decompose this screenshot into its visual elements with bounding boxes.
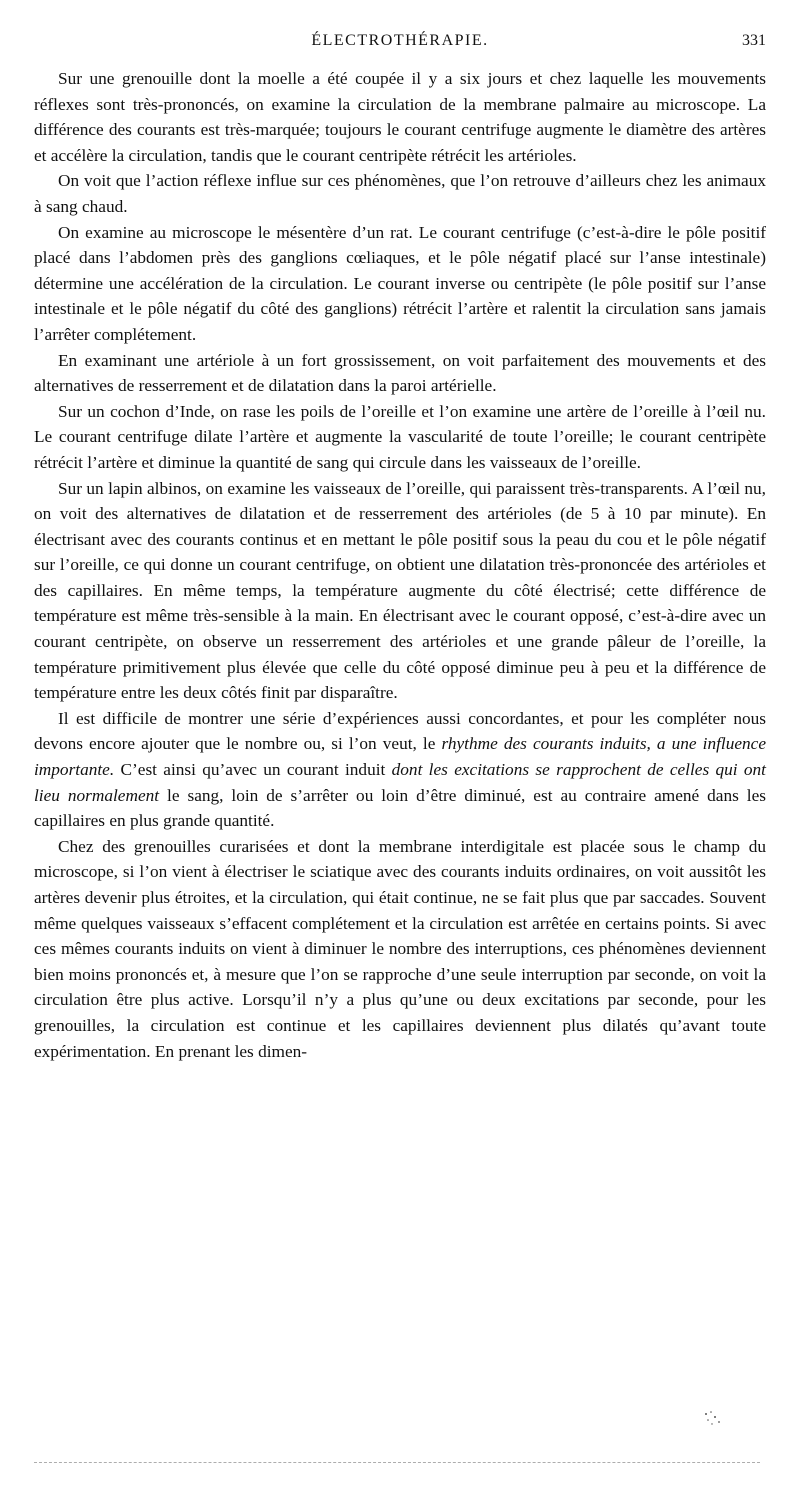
- paragraph: [34, 168, 766, 219]
- text-segment: On examine au microscope le mésentère d’un rat. Le courant centrifuge (c’est-à-dire le pôle positif placé dans l’abdomen près des ganglions cœliaques, et le pôle négatif placé sur l’anse intestinale) détermine une accélération de la circulation. Le courant inverse ou centripète (le pôle positif sur l’anse intestinale et le pôle négatif du côté des ganglions) rétrécit l’artère et ralentit la circulation sans jamais l’arrêter complétement.: [34, 222, 766, 344]
- document-page: [34, 30, 766, 1064]
- text-segment: Il est difficile de montrer une série d’expériences aussi concordantes, et pour les compléter nous devons encore ajouter que le nombre ou, si l’on veut, le: [34, 708, 766, 754]
- text-segment: En examinant une artériole à un fort grossissement, on voit parfaitement des mouvements et des alternatives de resserrement et de dilatation dans la paroi artérielle.: [34, 350, 766, 396]
- body-text: [34, 66, 766, 1064]
- running-title: ÉLECTROTHÉRAPIE.: [311, 32, 489, 49]
- text-segment: Sur un cochon d’Inde, on rase les poils de l’oreille et l’on examine une artère de l’oreille à l’œil nu. Le courant centrifuge dilate l’artère et augmente la vascularité de toute l’oreille; le courant centripète rétrécit l’artère et diminue la quantité de sang qui circule dans les vaisseaux de l’oreille.: [34, 401, 766, 472]
- paragraph: [34, 220, 766, 348]
- italic-text: rhythme des courants induits, a une influence importante.: [34, 734, 766, 780]
- paragraph: [34, 476, 766, 706]
- text-segment: Sur une grenouille dont la moelle a été coupée il y a six jours et chez laquelle les mouvements réflexes sont très-prononcés, on examine la circulation de la membrane palmaire au microscope. La différence des courants est très-marquée; toujours le courant centrifuge augmente le diamètre des artères et accélère la circulation, tandis que le courant centripète rétrécit les artérioles.: [34, 69, 766, 165]
- paragraph: [34, 348, 766, 399]
- text-segment: Sur un lapin albinos, on examine les vaisseaux de l’oreille, qui paraissent très-transparents. A l’œil nu, on voit des alternatives de dilatation et de resserrement des artérioles (de 5 à 10 par minute). En électrisant avec des courants continus et en mettant le pôle positif sous la peau du cou et le pôle négatif sur l’oreille, ce qui donne un courant centrifuge, on obtient une dilatation très-prononcée des artérioles et des capillaires. En même temps, la température augmente du côté électrisé; cette différence de température est même très-sensible à la main. En électrisant avec le courant opposé, c’est-à-dire avec un courant centripète, on observe un resserrement des artérioles et une grande pâleur de l’oreille, la température primitivement plus élevée que celle du côté opposé diminue peu à peu et la différence de température entre les deux côtés finit par disparaître.: [34, 478, 766, 703]
- italic-text: dont les excitations se rapprochent de celles qui ont lieu normalement: [34, 760, 766, 805]
- page-number: 331: [742, 32, 766, 49]
- page-header: [34, 30, 766, 54]
- ink-speck-mark: [700, 1408, 726, 1428]
- paragraph: [34, 706, 766, 834]
- paragraph: [34, 399, 766, 476]
- bottom-edge-rule: [34, 1462, 760, 1463]
- paragraph: [34, 834, 766, 1064]
- text-segment: Chez des grenouilles curarisées et dont la membrane interdigitale est placée sous le champ du microscope, si l’on vient à électriser le sciatique avec des courants induits ordinaires, on voit aussitôt les artères devenir plus étroites, et la circulation, qui était continue, ne se fait plus que par saccades. Souvent même quelques vaisseaux s’effacent complétement et la circulation est arrêtée en certains points. Si avec ces mêmes courants induits on vient à diminuer le nombre des interruptions, ces phénomènes deviennent bien moins prononcés et, à mesure que l’on se rapproche d’une seule interruption par seconde, on voit la circulation être plus active. Lorsqu’il n’y a plus qu’une ou deux excitations par seconde, pour les grenouilles, la circulation est continue et les capillaires deviennent plus dilatés qu’avant toute expérimentation. En prenant les dimen-: [34, 836, 766, 1061]
- text-segment: le sang, loin de s’arrêter ou loin d’être diminué, est au contraire amené dans les capillaires en plus grande quantité.: [34, 785, 766, 831]
- paragraph: [34, 66, 766, 168]
- text-segment: On voit que l’action réflexe influe sur ces phénomènes, que l’on retrouve d’ailleurs chez les animaux à sang chaud.: [34, 171, 766, 216]
- text-segment: C’est ainsi qu’avec un courant induit: [114, 760, 392, 780]
